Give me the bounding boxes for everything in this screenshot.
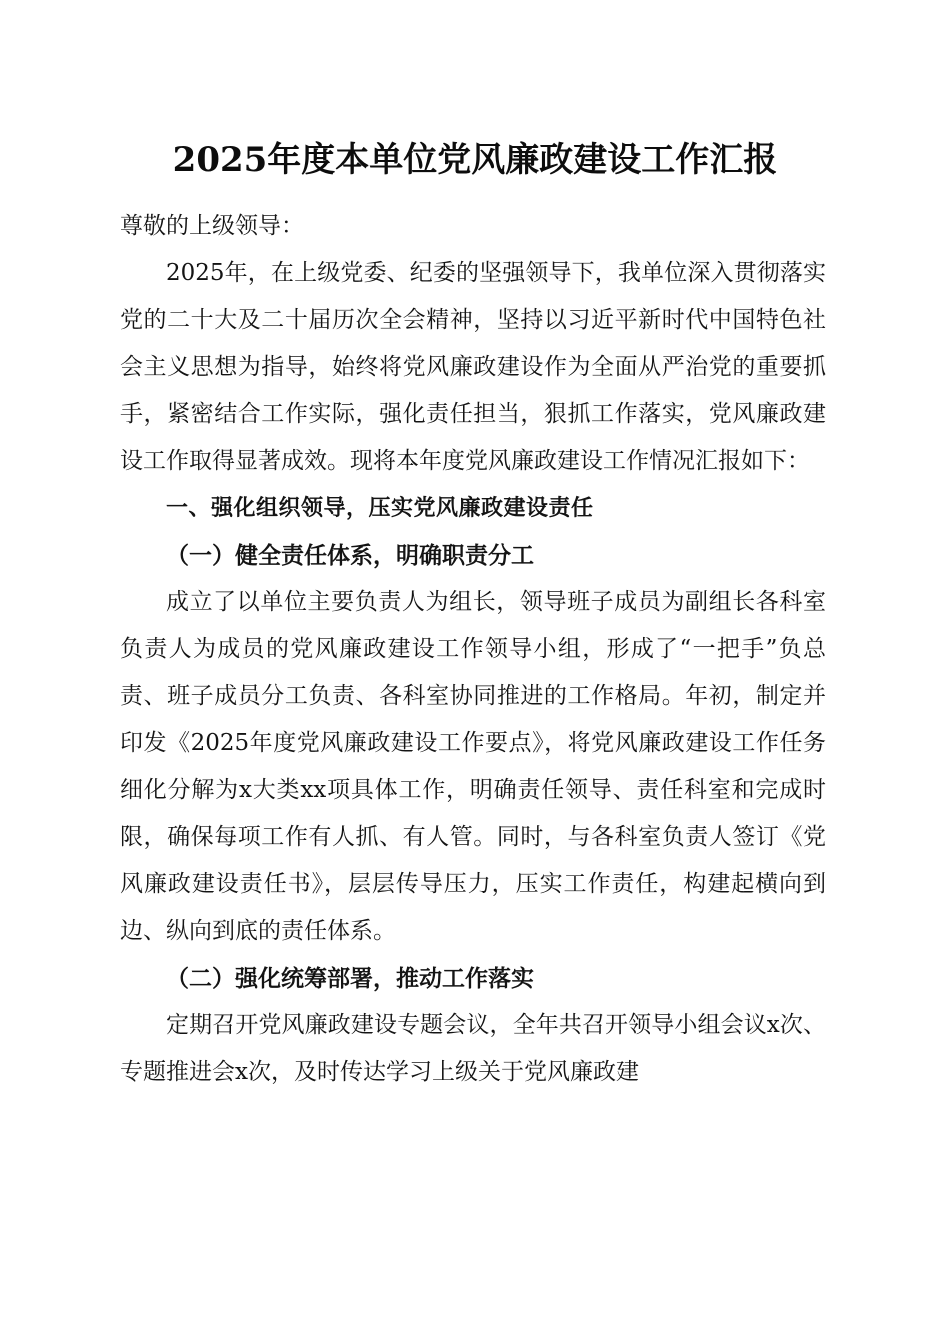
subsection-1-paragraph: 成立了以单位主要负责人为组长，领导班子成员为副组长各科室负责人为成员的党风廉政建设工作领导小组，形成了“一把手”负总责、班子成员分工负责、各科室协同推进的工作格局。年初，制定并印发《2025年度党风廉政建设工作要点》，将党风廉政建设工作任务细化分解为x大类xx项具体工作，明确责任领导、责任科室和完成时限，确保每项工作有人抓、有人管。同时，与各科室负责人签订《党风廉政建设责任书》，层层传导压力，压实工作责任，构建起横向到边、纵向到底的责任体系。 bbox=[120, 589, 826, 944]
subsection-1-heading: （一）健全责任体系，明确职责分工 bbox=[166, 542, 534, 569]
salutation: 尊敬的上级领导： bbox=[120, 213, 304, 239]
subsection-2-paragraph: 定期召开党风廉政建设专题会议，全年共召开领导小组会议x次、专题推进会x次，及时传达学习上级关于党风廉政建 bbox=[120, 1012, 826, 1085]
document-body bbox=[120, 203, 826, 1096]
section-1-heading: 一、强化组织领导，压实党风廉政建设责任 bbox=[166, 496, 594, 521]
subsection-2-heading: （二）强化统筹部署，推动工作落实 bbox=[166, 965, 534, 992]
document-title: 2025年度本单位党风廉政建设工作汇报 bbox=[172, 140, 778, 180]
intro-paragraph: 2025年，在上级党委、纪委的坚强领导下，我单位深入贯彻落实党的二十大及二十届历次全会精神，坚持以习近平新时代中国特色社会主义思想为指导，始终将党风廉政建设作为全面从严治党的重要抓手，紧密结合工作实际，强化责任担当，狠抓工作落实，党风廉政建设工作取得显著成效。现将本年度党风廉政建设工作情况汇报如下： bbox=[120, 260, 826, 474]
